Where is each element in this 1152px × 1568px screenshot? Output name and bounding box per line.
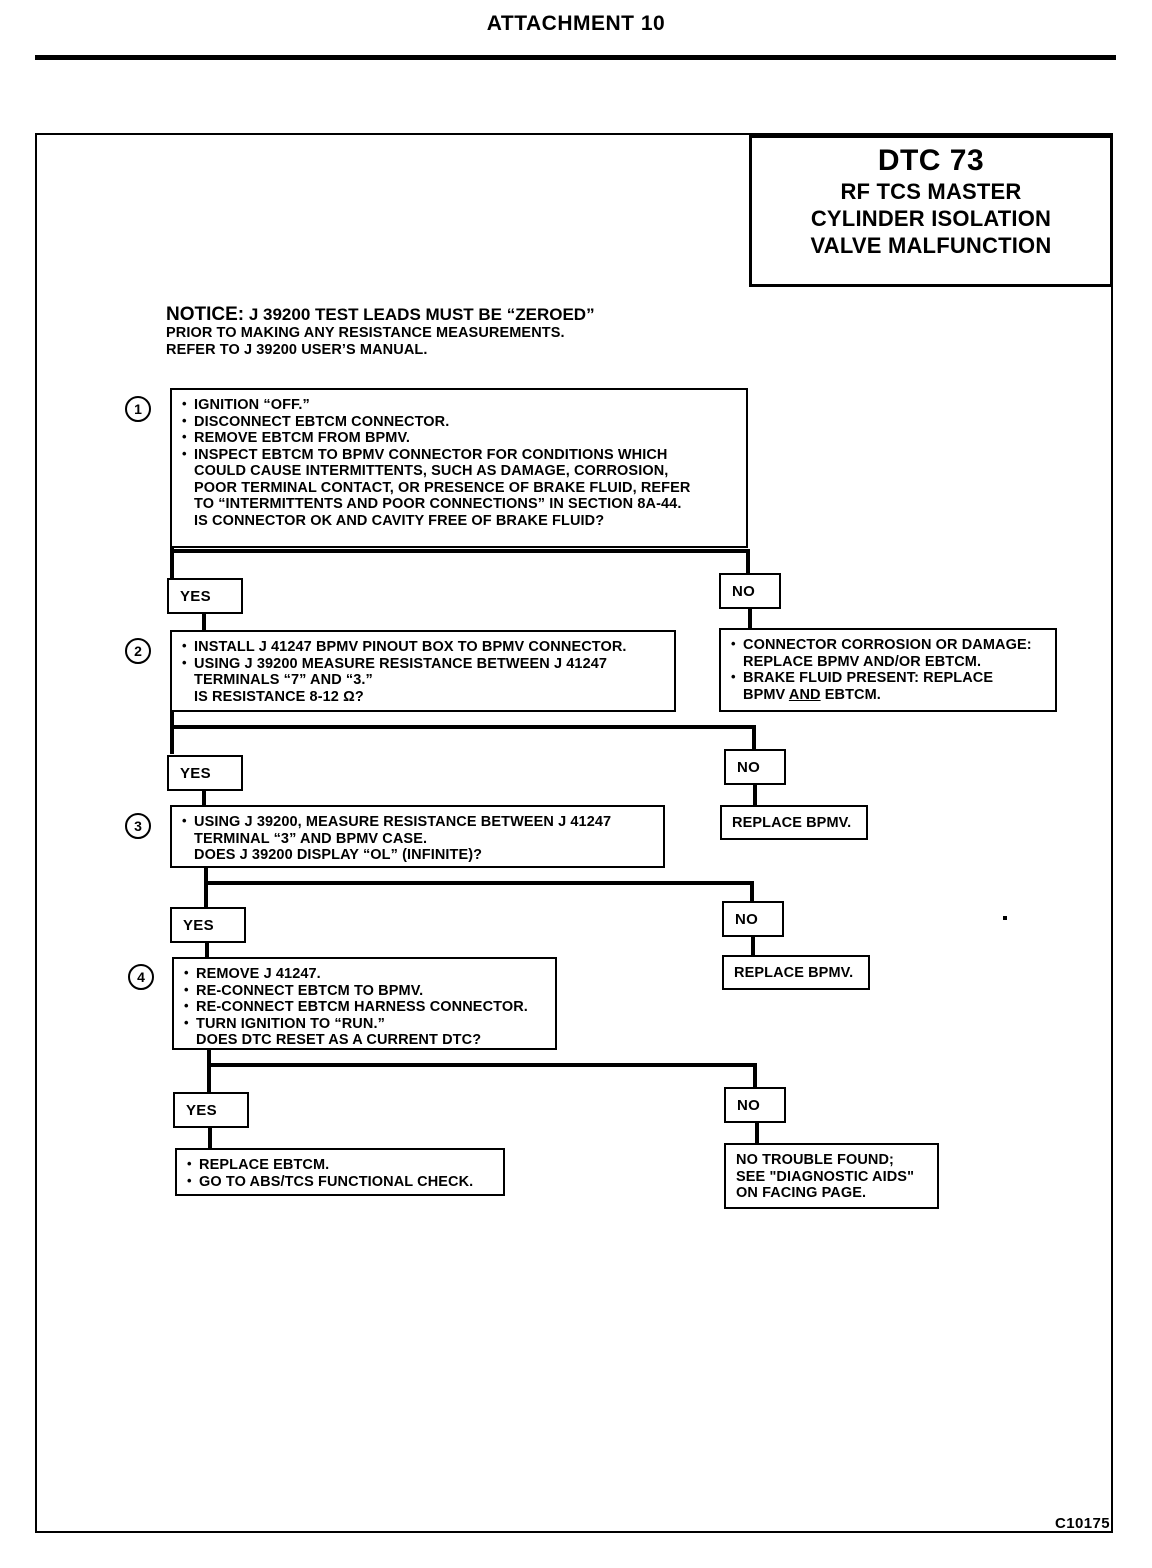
dtc-description-line1: RF TCS MASTER bbox=[840, 179, 1022, 204]
step-4-item-4-line2: DOES DTC RESET AS A CURRENT DTC? bbox=[196, 1032, 482, 1048]
step-1-item-1: • IGNITION “OFF.” bbox=[182, 397, 738, 414]
step-1-no-item-1 bbox=[731, 637, 1047, 670]
step-4-no-line-3: ON FACING PAGE. bbox=[736, 1185, 867, 1201]
connector-no3-down bbox=[751, 937, 755, 957]
step-1-item-4-line1: INSPECT EBTCM TO BPMV CONNECTOR FOR CONDITIONS WHICH bbox=[194, 446, 668, 463]
figure-code-id: C10175 bbox=[1055, 1515, 1110, 1532]
step-1-item-4-line5: IS CONNECTOR OK AND CAVITY FREE OF BRAKE FLUID? bbox=[194, 512, 605, 529]
step-3-no-result-box bbox=[722, 955, 870, 990]
step-2-no-result-box bbox=[720, 805, 868, 840]
step-2-item-2 bbox=[182, 656, 666, 706]
connector-1-horizontal bbox=[170, 549, 750, 553]
step-2-box bbox=[170, 630, 676, 712]
step-1-no-item-2-post: EBTCM. bbox=[820, 686, 881, 703]
step-2-item-2-line3: IS RESISTANCE 8-12 Ω? bbox=[194, 688, 364, 705]
step-1-item-4 bbox=[182, 447, 738, 530]
step-4-item-4 bbox=[184, 1016, 547, 1049]
notice-label: NOTICE: bbox=[166, 304, 245, 325]
step-2-item-1: • INSTALL J 41247 BPMV PINOUT BOX TO BPMV CONNECTOR. bbox=[182, 639, 666, 656]
header-divider bbox=[35, 55, 1116, 60]
dtc-description-line2: CYLINDER ISOLATION bbox=[810, 206, 1052, 231]
dtc-code: DTC 73 bbox=[877, 144, 985, 177]
step-4-yes-item-1: • REPLACE EBTCM. bbox=[187, 1157, 495, 1174]
step-number-2: 2 bbox=[125, 638, 151, 664]
page-title: ATTACHMENT 10 bbox=[486, 12, 666, 35]
step-4-item-1: • REMOVE J 41247. bbox=[184, 966, 547, 983]
notice-heading-rest: J 39200 TEST LEADS MUST BE “ZEROED” bbox=[244, 305, 595, 324]
branch-2-no: NO bbox=[724, 749, 786, 785]
step-3-no-result-text: REPLACE BPMV. bbox=[734, 965, 854, 981]
step-4-no-line-1: NO TROUBLE FOUND; bbox=[736, 1152, 894, 1168]
step-1-no-item-2-pre: BPMV bbox=[743, 686, 789, 703]
step-4-yes-item-2: • GO TO ABS/TCS FUNCTIONAL CHECK. bbox=[187, 1174, 495, 1191]
step-2-item-2-line2: TERMINALS “7” AND “3.” bbox=[194, 672, 373, 688]
step-3-item-1-line2: TERMINAL “3” AND BPMV CASE. bbox=[194, 830, 428, 847]
branch-3-no: NO bbox=[722, 901, 784, 937]
step-1-box bbox=[170, 388, 748, 548]
step-1-no-item-2-line1: BRAKE FLUID PRESENT: REPLACE bbox=[743, 670, 994, 686]
step-1-no-item-2 bbox=[731, 670, 1047, 703]
branch-1-no: NO bbox=[719, 573, 781, 609]
step-4-no-line-2: SEE "DIAGNOSTIC AIDS" bbox=[736, 1168, 915, 1185]
dtc-title-block bbox=[749, 135, 1113, 287]
connector-no4-down bbox=[755, 1123, 759, 1145]
step-4-no-result-box bbox=[724, 1143, 939, 1209]
step-2-no-result-text: REPLACE BPMV. bbox=[732, 815, 852, 831]
notice-line-3: REFER TO J 39200 USER’S MANUAL. bbox=[166, 341, 428, 358]
branch-1-yes: YES bbox=[167, 578, 243, 614]
step-number-4: 4 bbox=[128, 964, 154, 990]
step-1-item-2: • DISCONNECT EBTCM CONNECTOR. bbox=[182, 414, 738, 431]
step-1-no-result-box bbox=[719, 628, 1057, 712]
connector-no2-down bbox=[753, 785, 757, 805]
notice-block bbox=[166, 305, 726, 358]
connector-3-horizontal bbox=[204, 881, 754, 885]
step-4-item-3: • RE-CONNECT EBTCM HARNESS CONNECTOR. bbox=[184, 999, 547, 1016]
notice-line-2: PRIOR TO MAKING ANY RESISTANCE MEASUREMENTS. bbox=[166, 325, 565, 341]
dtc-description-line3: VALVE MALFUNCTION bbox=[810, 233, 1052, 258]
step-1-no-item-1-line1: CONNECTOR CORROSION OR DAMAGE: bbox=[743, 637, 1032, 653]
step-1-no-item-2-line2 bbox=[743, 687, 1047, 704]
step-4-yes-result-box bbox=[175, 1148, 505, 1196]
step-3-item-1-line3: DOES J 39200 DISPLAY “OL” (INFINITE)? bbox=[194, 847, 483, 863]
connector-4-vertical-left bbox=[207, 1050, 211, 1092]
connector-2-vertical-left bbox=[170, 712, 174, 754]
branch-3-yes: YES bbox=[170, 907, 246, 943]
step-1-item-4-line2: COULD CAUSE INTERMITTENTS, SUCH AS DAMAGE, CORROSION, bbox=[194, 463, 669, 479]
step-1-item-4-line3: POOR TERMINAL CONTACT, OR PRESENCE OF BRAKE FLUID, REFER bbox=[194, 479, 691, 496]
step-number-3: 3 bbox=[125, 813, 151, 839]
step-1-item-3: • REMOVE EBTCM FROM BPMV. bbox=[182, 430, 738, 447]
step-4-item-2: • RE-CONNECT EBTCM TO BPMV. bbox=[184, 983, 547, 1000]
connector-no1-down bbox=[748, 609, 752, 629]
step-3-item-1 bbox=[182, 814, 655, 864]
step-2-item-2-line1: USING J 39200 MEASURE RESISTANCE BETWEEN J 41247 bbox=[194, 655, 608, 672]
step-1-no-item-2-underlined: AND bbox=[788, 686, 821, 703]
connector-yes4-down bbox=[208, 1128, 212, 1150]
step-4-box bbox=[172, 957, 557, 1050]
connector-4-vertical-right bbox=[753, 1063, 757, 1089]
step-1-no-item-1-line2: REPLACE BPMV AND/OR EBTCM. bbox=[743, 653, 982, 670]
step-number-1: 1 bbox=[125, 396, 151, 422]
step-1-item-4-line4: TO “INTERMITTENTS AND POOR CONNECTIONS” IN SECTION 8A-44. bbox=[194, 496, 682, 512]
step-3-item-1-line1: USING J 39200, MEASURE RESISTANCE BETWEEN J 41247 bbox=[194, 814, 612, 830]
stray-mark bbox=[1003, 916, 1007, 920]
notice-heading bbox=[166, 305, 726, 325]
branch-2-yes: YES bbox=[167, 755, 243, 791]
connector-3-vertical-left bbox=[204, 868, 208, 910]
branch-4-no: NO bbox=[724, 1087, 786, 1123]
step-3-box bbox=[170, 805, 665, 868]
connector-4-horizontal bbox=[207, 1063, 757, 1067]
branch-4-yes: YES bbox=[173, 1092, 249, 1128]
connector-2-horizontal bbox=[170, 725, 756, 729]
step-4-item-4-line1: TURN IGNITION TO “RUN.” bbox=[196, 1015, 385, 1032]
